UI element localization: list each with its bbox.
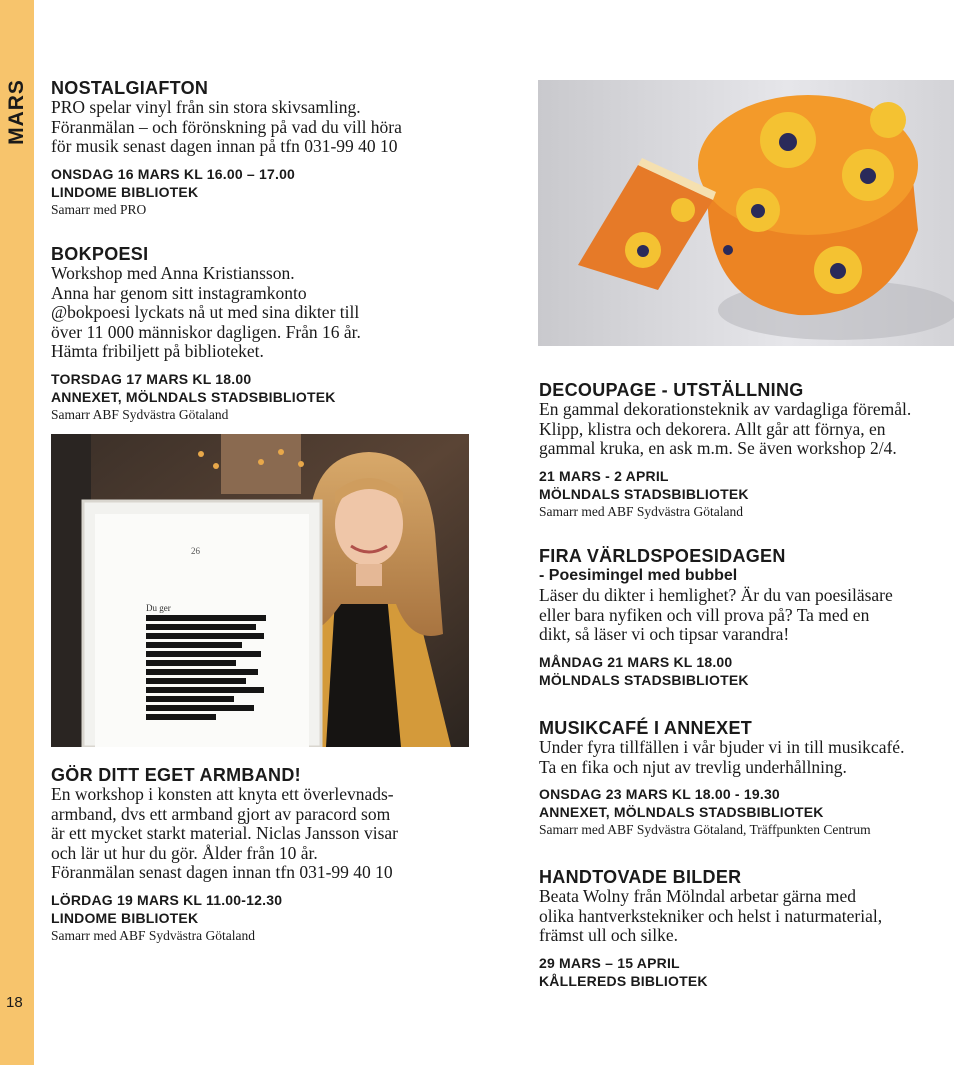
event-title: FIRA VÄRLDSPOESIDAGEN bbox=[539, 546, 786, 566]
event-location: ANNEXET, MÖLNDALS STADSBIBLIOTEK bbox=[539, 804, 824, 820]
event-location: KÅLLEREDS BIBLIOTEK bbox=[539, 972, 708, 989]
event-body-line: En workshop i konsten att knyta ett överlevnads- bbox=[51, 784, 394, 804]
event-location: LINDOME BIBLIOTEK bbox=[51, 909, 199, 926]
event-date: TORSDAG 17 MARS KL 18.00 bbox=[51, 370, 252, 387]
photo-anna-illustration bbox=[51, 434, 469, 747]
event-musikcafe bbox=[539, 718, 959, 839]
event-body-line: främst ull och silke. bbox=[539, 925, 679, 945]
event-title: NOSTALGIAFTON bbox=[51, 78, 209, 98]
page-number: 18 bbox=[6, 994, 23, 1011]
event-body-line: Hämta fribiljett på biblioteket. bbox=[51, 341, 264, 361]
month-label bbox=[0, 72, 34, 152]
event-credit: Samarr med PRO bbox=[51, 201, 147, 217]
event-body-line: över 11 000 människor dagligen. Från 16 år. bbox=[51, 321, 361, 342]
event-body-line: Beata Wolny från Mölndal arbetar gärna med bbox=[539, 886, 857, 906]
event-location: MÖLNDALS STADSBIBLIOTEK bbox=[539, 671, 749, 688]
event-title: DECOUPAGE - UTSTÄLLNING bbox=[539, 380, 804, 400]
photo-decoupage-box bbox=[538, 80, 954, 346]
event-body-line: gammal kruka, en ask m.m. Se även workshop 2/4. bbox=[539, 438, 897, 458]
event-armband bbox=[51, 765, 481, 945]
event-title: HANDTOVADE BILDER bbox=[539, 867, 742, 887]
event-body-line: Workshop med Anna Kristiansson. bbox=[51, 263, 295, 283]
month-text: MARS bbox=[5, 79, 28, 145]
event-body-line: PRO spelar vinyl från sin stora skivsamling. bbox=[51, 97, 361, 117]
event-nostalgiafton bbox=[51, 78, 481, 219]
event-subtitle: - Poesimingel med bubbel bbox=[539, 567, 738, 584]
event-decoupage bbox=[539, 380, 959, 521]
event-body-line: Under fyra tillfällen i vår bjuder vi in till musikcafé. bbox=[539, 737, 905, 757]
event-body-line: armband, dvs ett armband gjort av paracord som bbox=[51, 803, 391, 824]
event-title: GÖR DITT EGET ARMBAND! bbox=[51, 765, 301, 785]
event-credit: Samarr med ABF Sydvästra Götaland bbox=[51, 927, 255, 943]
event-title: MUSIKCAFÉ I ANNEXET bbox=[539, 718, 753, 738]
event-body-line: är ett mycket starkt material. Niclas Jansson visar bbox=[51, 823, 398, 843]
poem-page-number: 26 bbox=[191, 546, 200, 556]
event-date: 21 MARS - 2 APRIL bbox=[539, 467, 669, 484]
month-sidebar bbox=[0, 0, 34, 1065]
photo-anna-poem bbox=[51, 434, 469, 747]
event-credit: Samarr med ABF Sydvästra Götaland, Träffpunkten Centrum bbox=[539, 822, 871, 837]
event-body-line: Ta en fika och njut av trevlig underhållning. bbox=[539, 756, 847, 777]
event-body-line: En gammal dekorationsteknik av vardagliga föremål. bbox=[539, 399, 912, 419]
event-credit: Samarr med ABF Sydvästra Götaland bbox=[539, 503, 743, 519]
event-body-line: Föranmälan – och förönskning på vad du vill höra bbox=[51, 116, 402, 137]
event-body-line: olika hantverkstekniker och helst i naturmaterial, bbox=[539, 905, 883, 926]
event-date: ONSDAG 16 MARS KL 16.00 – 17.00 bbox=[51, 165, 296, 182]
event-body-line: Anna har genom sitt instagramkonto bbox=[51, 282, 307, 303]
event-bokpoesi bbox=[51, 244, 481, 424]
event-poesidagen bbox=[539, 546, 959, 689]
event-body-line: dikt, så läser vi och tipsar varandra! bbox=[539, 624, 790, 644]
event-credit: Samarr ABF Sydvästra Götaland bbox=[51, 406, 229, 422]
event-date: ONSDAG 23 MARS KL 18.00 - 19.30 bbox=[539, 786, 780, 802]
event-body-line: eller bara nyfiken och vill prova på? Ta med en bbox=[539, 604, 870, 625]
event-body-line: @bokpoesi lyckats nå ut med sina dikter till bbox=[51, 302, 360, 322]
event-location: MÖLNDALS STADSBIBLIOTEK bbox=[539, 485, 749, 502]
event-location: ANNEXET, MÖLNDALS STADSBIBLIOTEK bbox=[51, 388, 336, 405]
event-location: LINDOME BIBLIOTEK bbox=[51, 183, 199, 200]
decoupage-box-illustration bbox=[538, 80, 954, 346]
event-date: 29 MARS – 15 APRIL bbox=[539, 954, 680, 971]
event-body-line: Föranmälan senast dagen innan tfn 031-99 40 10 bbox=[51, 862, 393, 882]
event-handtovade bbox=[539, 867, 959, 990]
event-title: BOKPOESI bbox=[51, 244, 149, 264]
event-date: MÅNDAG 21 MARS KL 18.00 bbox=[539, 653, 733, 670]
event-body-line: och lär ut hur du gör. Ålder från 10 år. bbox=[51, 842, 318, 863]
event-date: LÖRDAG 19 MARS KL 11.00-12.30 bbox=[51, 891, 283, 908]
event-body-line: för musik senast dagen innan på tfn 031-99 40 10 bbox=[51, 136, 398, 156]
event-body-line: Läser du dikter i hemlighet? Är du van poesiläsare bbox=[539, 585, 893, 605]
event-body-line: Klipp, klistra och dekorera. Allt går att förnya, en bbox=[539, 418, 886, 439]
poem-fragment: Du ger bbox=[146, 603, 171, 613]
